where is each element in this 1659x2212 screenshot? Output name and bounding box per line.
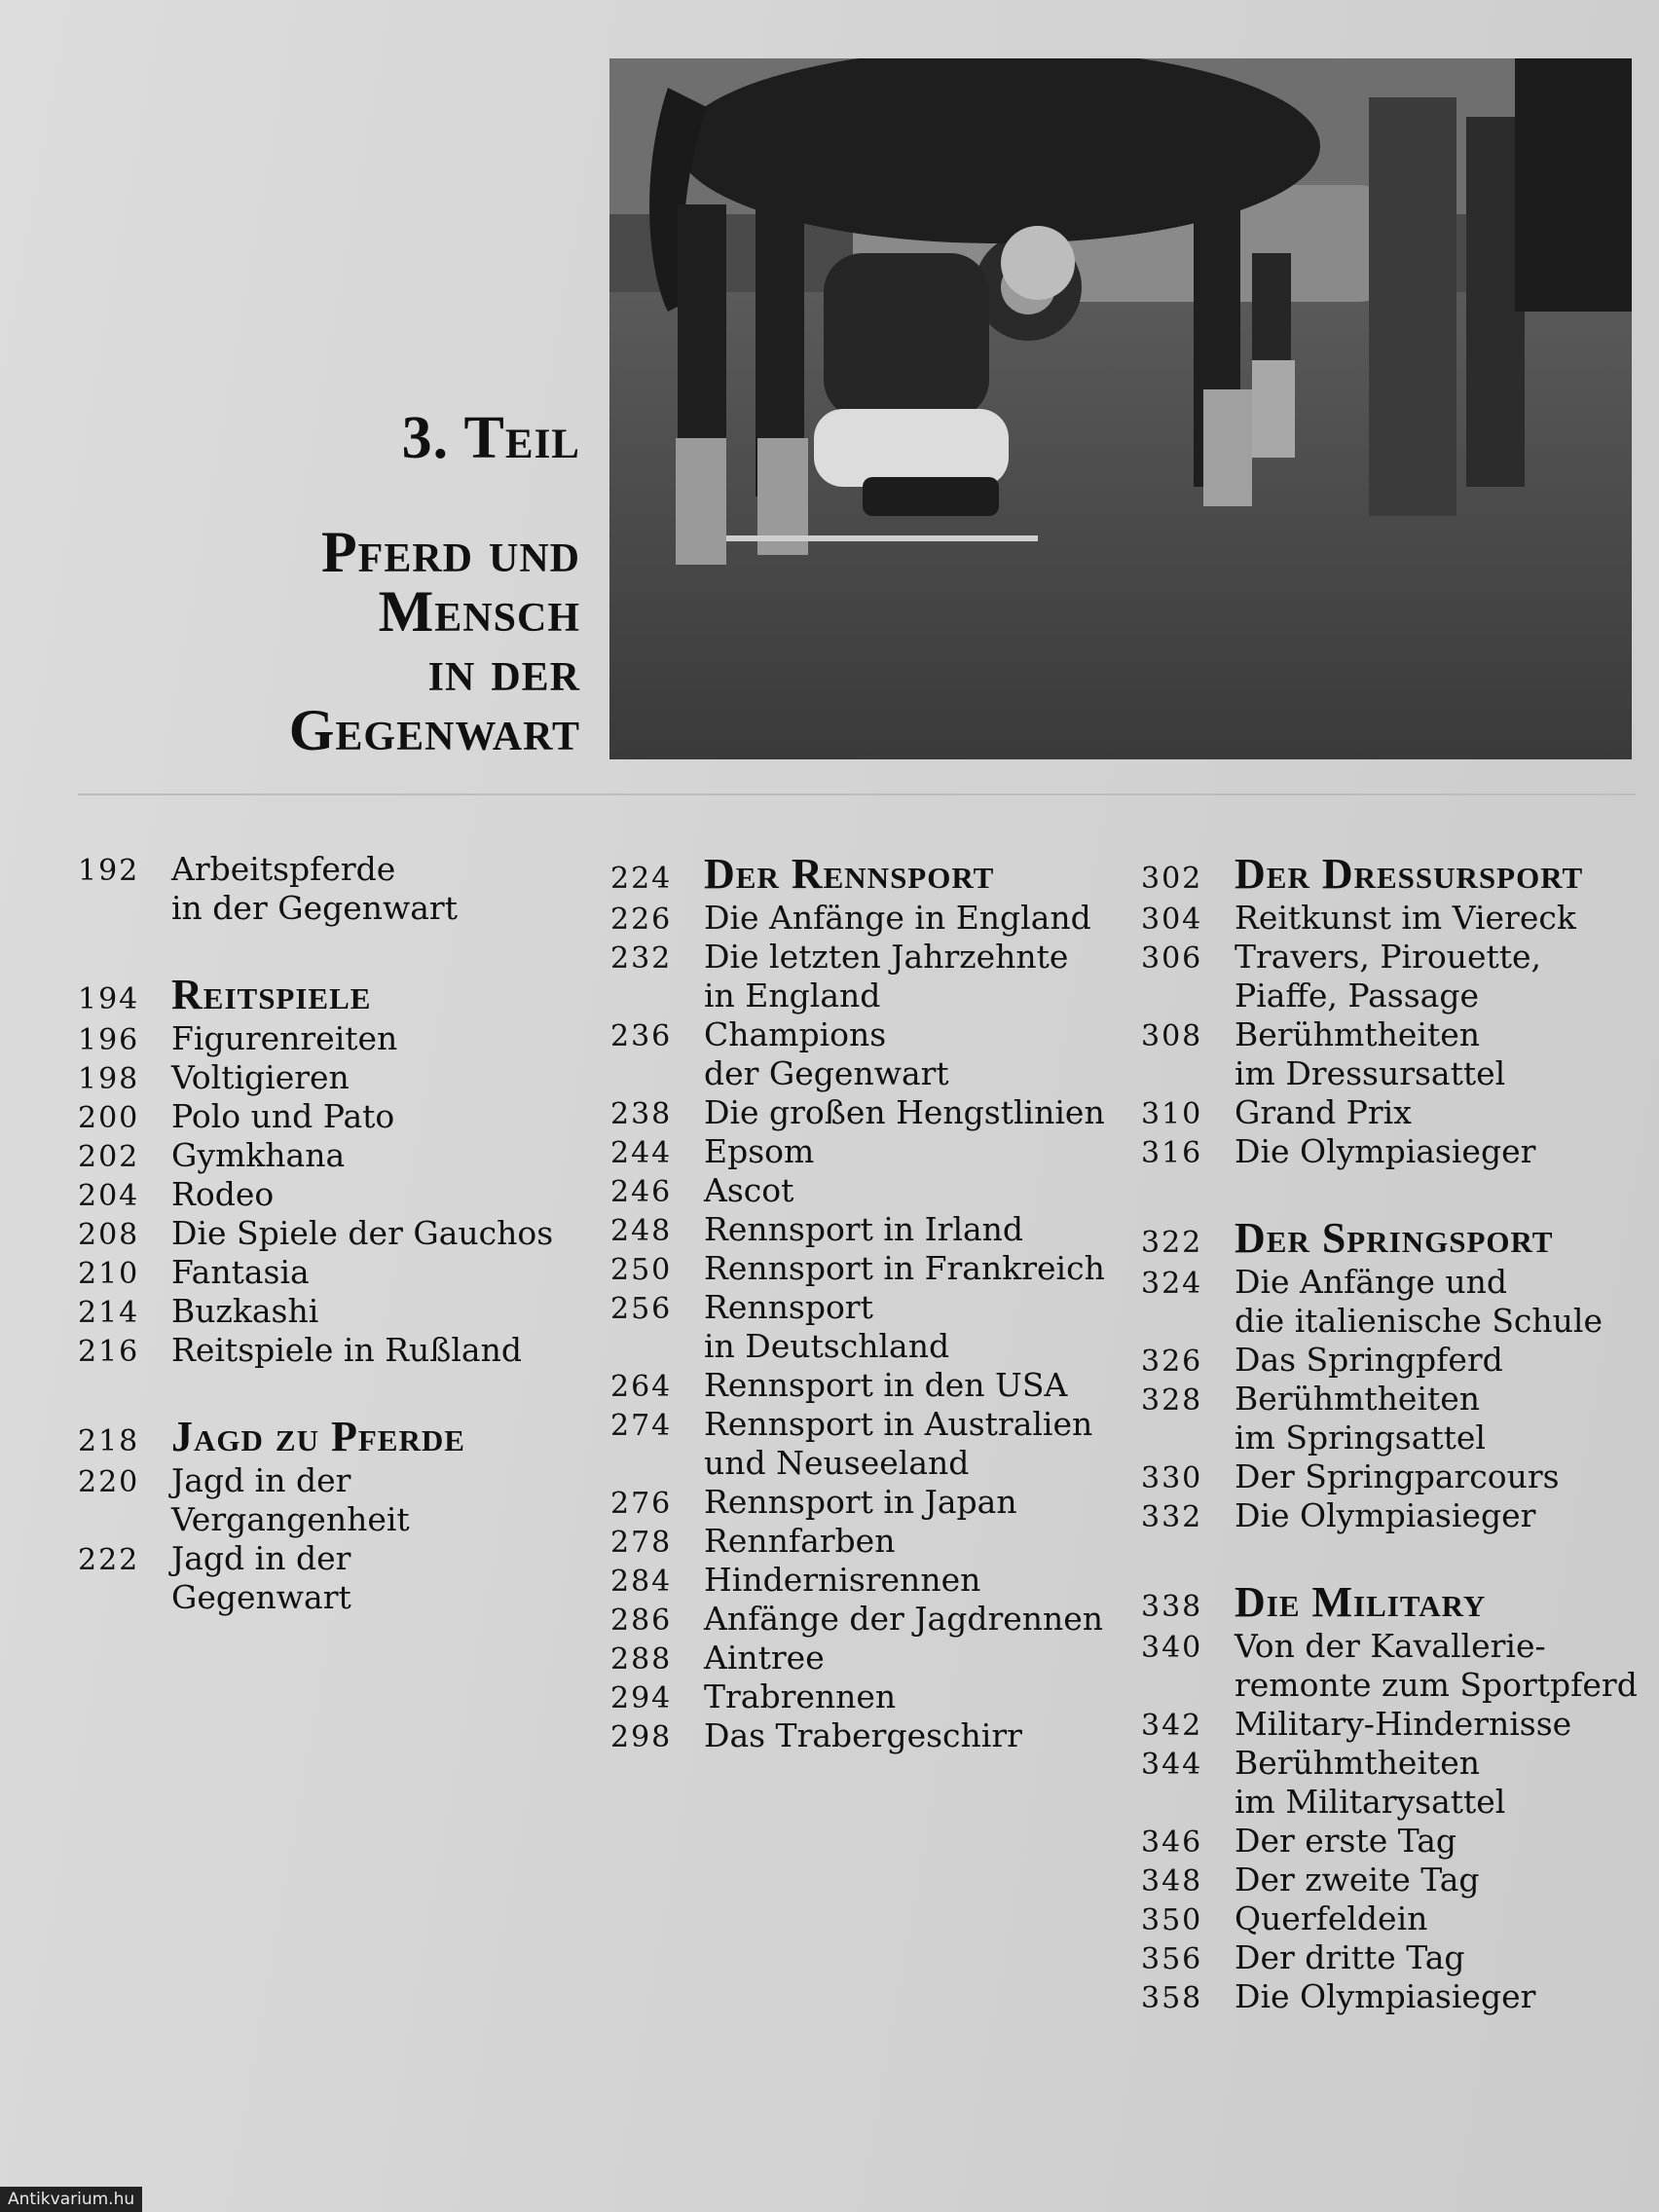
- page-number: 238: [610, 1097, 673, 1131]
- entry-title: Rennsport in Australien und Neuseeland: [704, 1405, 1093, 1482]
- part-title-line: Pferd und: [321, 520, 580, 584]
- entry-title: Der erste Tag: [1235, 1822, 1457, 1860]
- page-number: 264: [610, 1370, 673, 1404]
- page-number: 226: [610, 903, 673, 937]
- toc-entry: [610, 1210, 1156, 1249]
- entry-title: Buzkashi: [171, 1292, 319, 1330]
- entry-title: Rennsport in Irland: [704, 1210, 1024, 1248]
- page-number: 208: [78, 1218, 140, 1252]
- entry-title: Das Trabergeschirr: [704, 1716, 1022, 1754]
- page-number: 284: [610, 1565, 673, 1599]
- toc-entry: [610, 1015, 1156, 1093]
- part-title-line: in der: [427, 639, 580, 703]
- toc-entry: [610, 1366, 1156, 1405]
- page-number: 246: [610, 1175, 673, 1209]
- entry-title: Rennsport in Frankreich: [704, 1249, 1105, 1287]
- toc-entry: [1141, 1899, 1647, 1938]
- entry-title: Querfeldein: [1235, 1899, 1428, 1937]
- toc-entry: [610, 1093, 1156, 1132]
- entry-title: Champions der Gegenwart: [704, 1015, 949, 1092]
- entry-title: Rennsport in Deutschland: [704, 1288, 950, 1365]
- toc-entry: [610, 1522, 1156, 1561]
- page-number: 344: [1141, 1748, 1203, 1782]
- part-title-line: Gegenwart: [288, 698, 580, 762]
- page-number: 304: [1141, 903, 1203, 937]
- toc-entry: [1141, 1627, 1647, 1705]
- entry-title: Der dritte Tag: [1235, 1938, 1465, 1976]
- page-number: 346: [1141, 1825, 1203, 1860]
- toc-entry: [1141, 1496, 1647, 1535]
- entry-title: Rennsport in Japan: [704, 1483, 1017, 1521]
- toc-entry: [1141, 899, 1647, 938]
- entry-title: Hindernisrennen: [704, 1561, 981, 1599]
- toc-entry: [610, 1132, 1156, 1171]
- entry-title: Die Olympiasieger: [1235, 1496, 1536, 1534]
- toc-entry: [610, 899, 1156, 938]
- toc-entry: [610, 1600, 1156, 1639]
- entry-title: Rodeo: [171, 1175, 275, 1213]
- entry-title: Travers, Pirouette, Piaffe, Passage: [1235, 938, 1542, 1014]
- toc-entry: [1141, 1822, 1647, 1861]
- page-number: 332: [1141, 1500, 1203, 1534]
- toc-entry: [78, 1539, 584, 1617]
- entry-title: Die Anfänge und die italienische Schule: [1235, 1263, 1604, 1340]
- entry-title: Die Spiele der Gauchos: [171, 1214, 554, 1252]
- page-number: 308: [1141, 1019, 1203, 1053]
- part-heading: [289, 404, 580, 760]
- page-number: 224: [610, 862, 673, 896]
- page-number: 236: [610, 1019, 673, 1053]
- page-number: 232: [610, 941, 673, 976]
- toc-entry: [1141, 1705, 1647, 1744]
- toc-entry: [78, 1058, 584, 1097]
- entry-title: Gymkhana: [171, 1136, 346, 1174]
- divider: [78, 793, 1636, 795]
- toc-column: [610, 850, 1156, 1755]
- entry-title: Aintree: [704, 1639, 825, 1677]
- page-number: 302: [1141, 862, 1203, 896]
- page-number: 218: [78, 1424, 140, 1458]
- entry-title: Berühmtheiten im Militarysattel: [1235, 1744, 1506, 1821]
- page-number: 328: [1141, 1383, 1203, 1418]
- toc-entry: [78, 1461, 584, 1539]
- toc-entry: [78, 1331, 584, 1370]
- part-title-line: Mensch: [378, 579, 580, 644]
- section-title: Reitspiele: [171, 971, 372, 1018]
- toc-entry: [610, 1639, 1156, 1677]
- page-number: 274: [610, 1409, 673, 1443]
- toc-entry: [1141, 1380, 1647, 1457]
- toc-entry: [610, 1405, 1156, 1483]
- page-number: 210: [78, 1257, 140, 1291]
- page-number: 298: [610, 1720, 673, 1754]
- page-number: 244: [610, 1136, 673, 1170]
- entry-title: Jagd in der Gegenwart: [171, 1539, 351, 1616]
- part-label: 3. Teil: [401, 405, 580, 471]
- page-number: 198: [78, 1062, 140, 1096]
- page-number: 194: [78, 982, 140, 1016]
- entry-title: Epsom: [704, 1132, 815, 1170]
- page-number: 248: [610, 1214, 673, 1248]
- page-number: 286: [610, 1604, 673, 1638]
- entry-title: Die letzten Jahrzehnte in England: [704, 938, 1069, 1014]
- page-number: 310: [1141, 1097, 1203, 1131]
- entry-title: Reitspiele in Rußland: [171, 1331, 522, 1369]
- page-number: 256: [610, 1292, 673, 1326]
- photo-illustration: [609, 58, 1632, 759]
- entry-title: Die Olympiasieger: [1235, 1132, 1536, 1170]
- toc-entry: [1141, 1457, 1647, 1496]
- toc-entry: [610, 1288, 1156, 1366]
- entry-title: Trabrennen: [704, 1677, 897, 1715]
- page-number: 202: [78, 1140, 140, 1174]
- section-title: Die Military: [1235, 1578, 1487, 1626]
- page-number: 340: [1141, 1631, 1203, 1665]
- toc-entry: [1141, 1744, 1647, 1822]
- page-number: 276: [610, 1487, 673, 1521]
- section-title: Der Dressursport: [1235, 850, 1584, 898]
- entry-title: Anfänge der Jagdrennen: [704, 1600, 1104, 1638]
- page-number: 220: [78, 1465, 140, 1499]
- entry-title: Rennsport in den USA: [704, 1366, 1068, 1404]
- toc-section-heading: [78, 1413, 584, 1461]
- section-title: Der Springsport: [1235, 1214, 1554, 1262]
- toc-column: [78, 850, 584, 1617]
- photo: [609, 58, 1632, 759]
- page-number: 278: [610, 1526, 673, 1560]
- entry-title: Von der Kavallerie- remonte zum Sportpferd: [1235, 1627, 1638, 1704]
- entry-title: Berühmtheiten im Springsattel: [1235, 1380, 1486, 1456]
- page-number: 250: [610, 1253, 673, 1287]
- page-number: 324: [1141, 1267, 1203, 1301]
- toc-entry: [610, 1171, 1156, 1210]
- entry-title: Berühmtheiten im Dressursattel: [1235, 1015, 1506, 1092]
- toc-entry: [610, 1716, 1156, 1755]
- entry-title: Rennfarben: [704, 1522, 896, 1560]
- entry-title: Der zweite Tag: [1235, 1861, 1480, 1899]
- watermark: Antikvarium.hu: [0, 2187, 142, 2212]
- page-number: 358: [1141, 1981, 1203, 2015]
- toc-entry: [1141, 1938, 1647, 1977]
- entry-title: Figurenreiten: [171, 1019, 398, 1057]
- entry-title: Fantasia: [171, 1253, 310, 1291]
- toc-entry: [1141, 1093, 1647, 1132]
- entry-title: Arbeitspferde in der Gegenwart: [171, 850, 458, 927]
- toc-entry: [1141, 1977, 1647, 2016]
- toc-entry: [610, 938, 1156, 1015]
- page-number: 204: [78, 1179, 140, 1213]
- page-number: 322: [1141, 1226, 1203, 1260]
- section-title: Jagd zu Pferde: [171, 1413, 465, 1460]
- toc-entry: [1141, 1132, 1647, 1171]
- toc-entry: [1141, 938, 1647, 1015]
- entry-title: Jagd in der Vergangenheit: [171, 1461, 410, 1538]
- page-number: 330: [1141, 1461, 1203, 1495]
- entry-title: Die großen Hengstlinien: [704, 1093, 1105, 1131]
- page-number: 350: [1141, 1903, 1203, 1937]
- toc-column: [1141, 850, 1647, 2016]
- toc-entry: [78, 1292, 584, 1331]
- page-number: 338: [1141, 1590, 1203, 1624]
- page-number: 222: [78, 1543, 140, 1577]
- toc-section-heading: [1141, 1578, 1647, 1627]
- page-number: 216: [78, 1335, 140, 1369]
- toc-entry: [78, 1097, 584, 1136]
- toc-entry: [78, 1136, 584, 1175]
- entry-title: Ascot: [704, 1171, 794, 1209]
- toc-entry: [1141, 1341, 1647, 1380]
- entry-title: Reitkunst im Viereck: [1235, 899, 1576, 937]
- toc-entry: [78, 850, 584, 928]
- toc-section-heading: [610, 850, 1156, 899]
- page-number: 348: [1141, 1864, 1203, 1899]
- page-number: 192: [78, 854, 140, 888]
- page-number: 326: [1141, 1345, 1203, 1379]
- toc-entry: [1141, 1861, 1647, 1899]
- page-number: 288: [610, 1642, 673, 1677]
- toc-section-heading: [1141, 1214, 1647, 1263]
- page-number: 342: [1141, 1709, 1203, 1743]
- toc-entry: [78, 1253, 584, 1292]
- page-number: 356: [1141, 1942, 1203, 1976]
- toc-entry: [78, 1214, 584, 1253]
- page-number: 316: [1141, 1136, 1203, 1170]
- entry-title: Voltigieren: [171, 1058, 350, 1096]
- page-number: 306: [1141, 941, 1203, 976]
- entry-title: Grand Prix: [1235, 1093, 1412, 1131]
- toc-entry: [610, 1483, 1156, 1522]
- entry-title: Der Springparcours: [1235, 1457, 1560, 1495]
- toc-entry: [78, 1019, 584, 1058]
- toc-entry: [610, 1561, 1156, 1600]
- page-number: 294: [610, 1681, 673, 1715]
- part-title: [288, 520, 580, 762]
- toc-section-heading: [78, 971, 584, 1019]
- toc-entry: [78, 1175, 584, 1214]
- entry-title: Die Anfänge in England: [704, 899, 1091, 937]
- toc-entry: [1141, 1015, 1647, 1093]
- section-title: Der Rennsport: [704, 850, 995, 898]
- page-number: 196: [78, 1023, 140, 1057]
- toc-entry: [610, 1677, 1156, 1716]
- entry-title: Military-Hindernisse: [1235, 1705, 1572, 1743]
- entry-title: Polo und Pato: [171, 1097, 395, 1135]
- entry-title: Die Olympiasieger: [1235, 1977, 1536, 2015]
- toc-entry: [610, 1249, 1156, 1288]
- toc-entry: [1141, 1263, 1647, 1341]
- page-number: 214: [78, 1296, 140, 1330]
- entry-title: Das Springpferd: [1235, 1341, 1503, 1379]
- page-number: 200: [78, 1101, 140, 1135]
- toc-section-heading: [1141, 850, 1647, 899]
